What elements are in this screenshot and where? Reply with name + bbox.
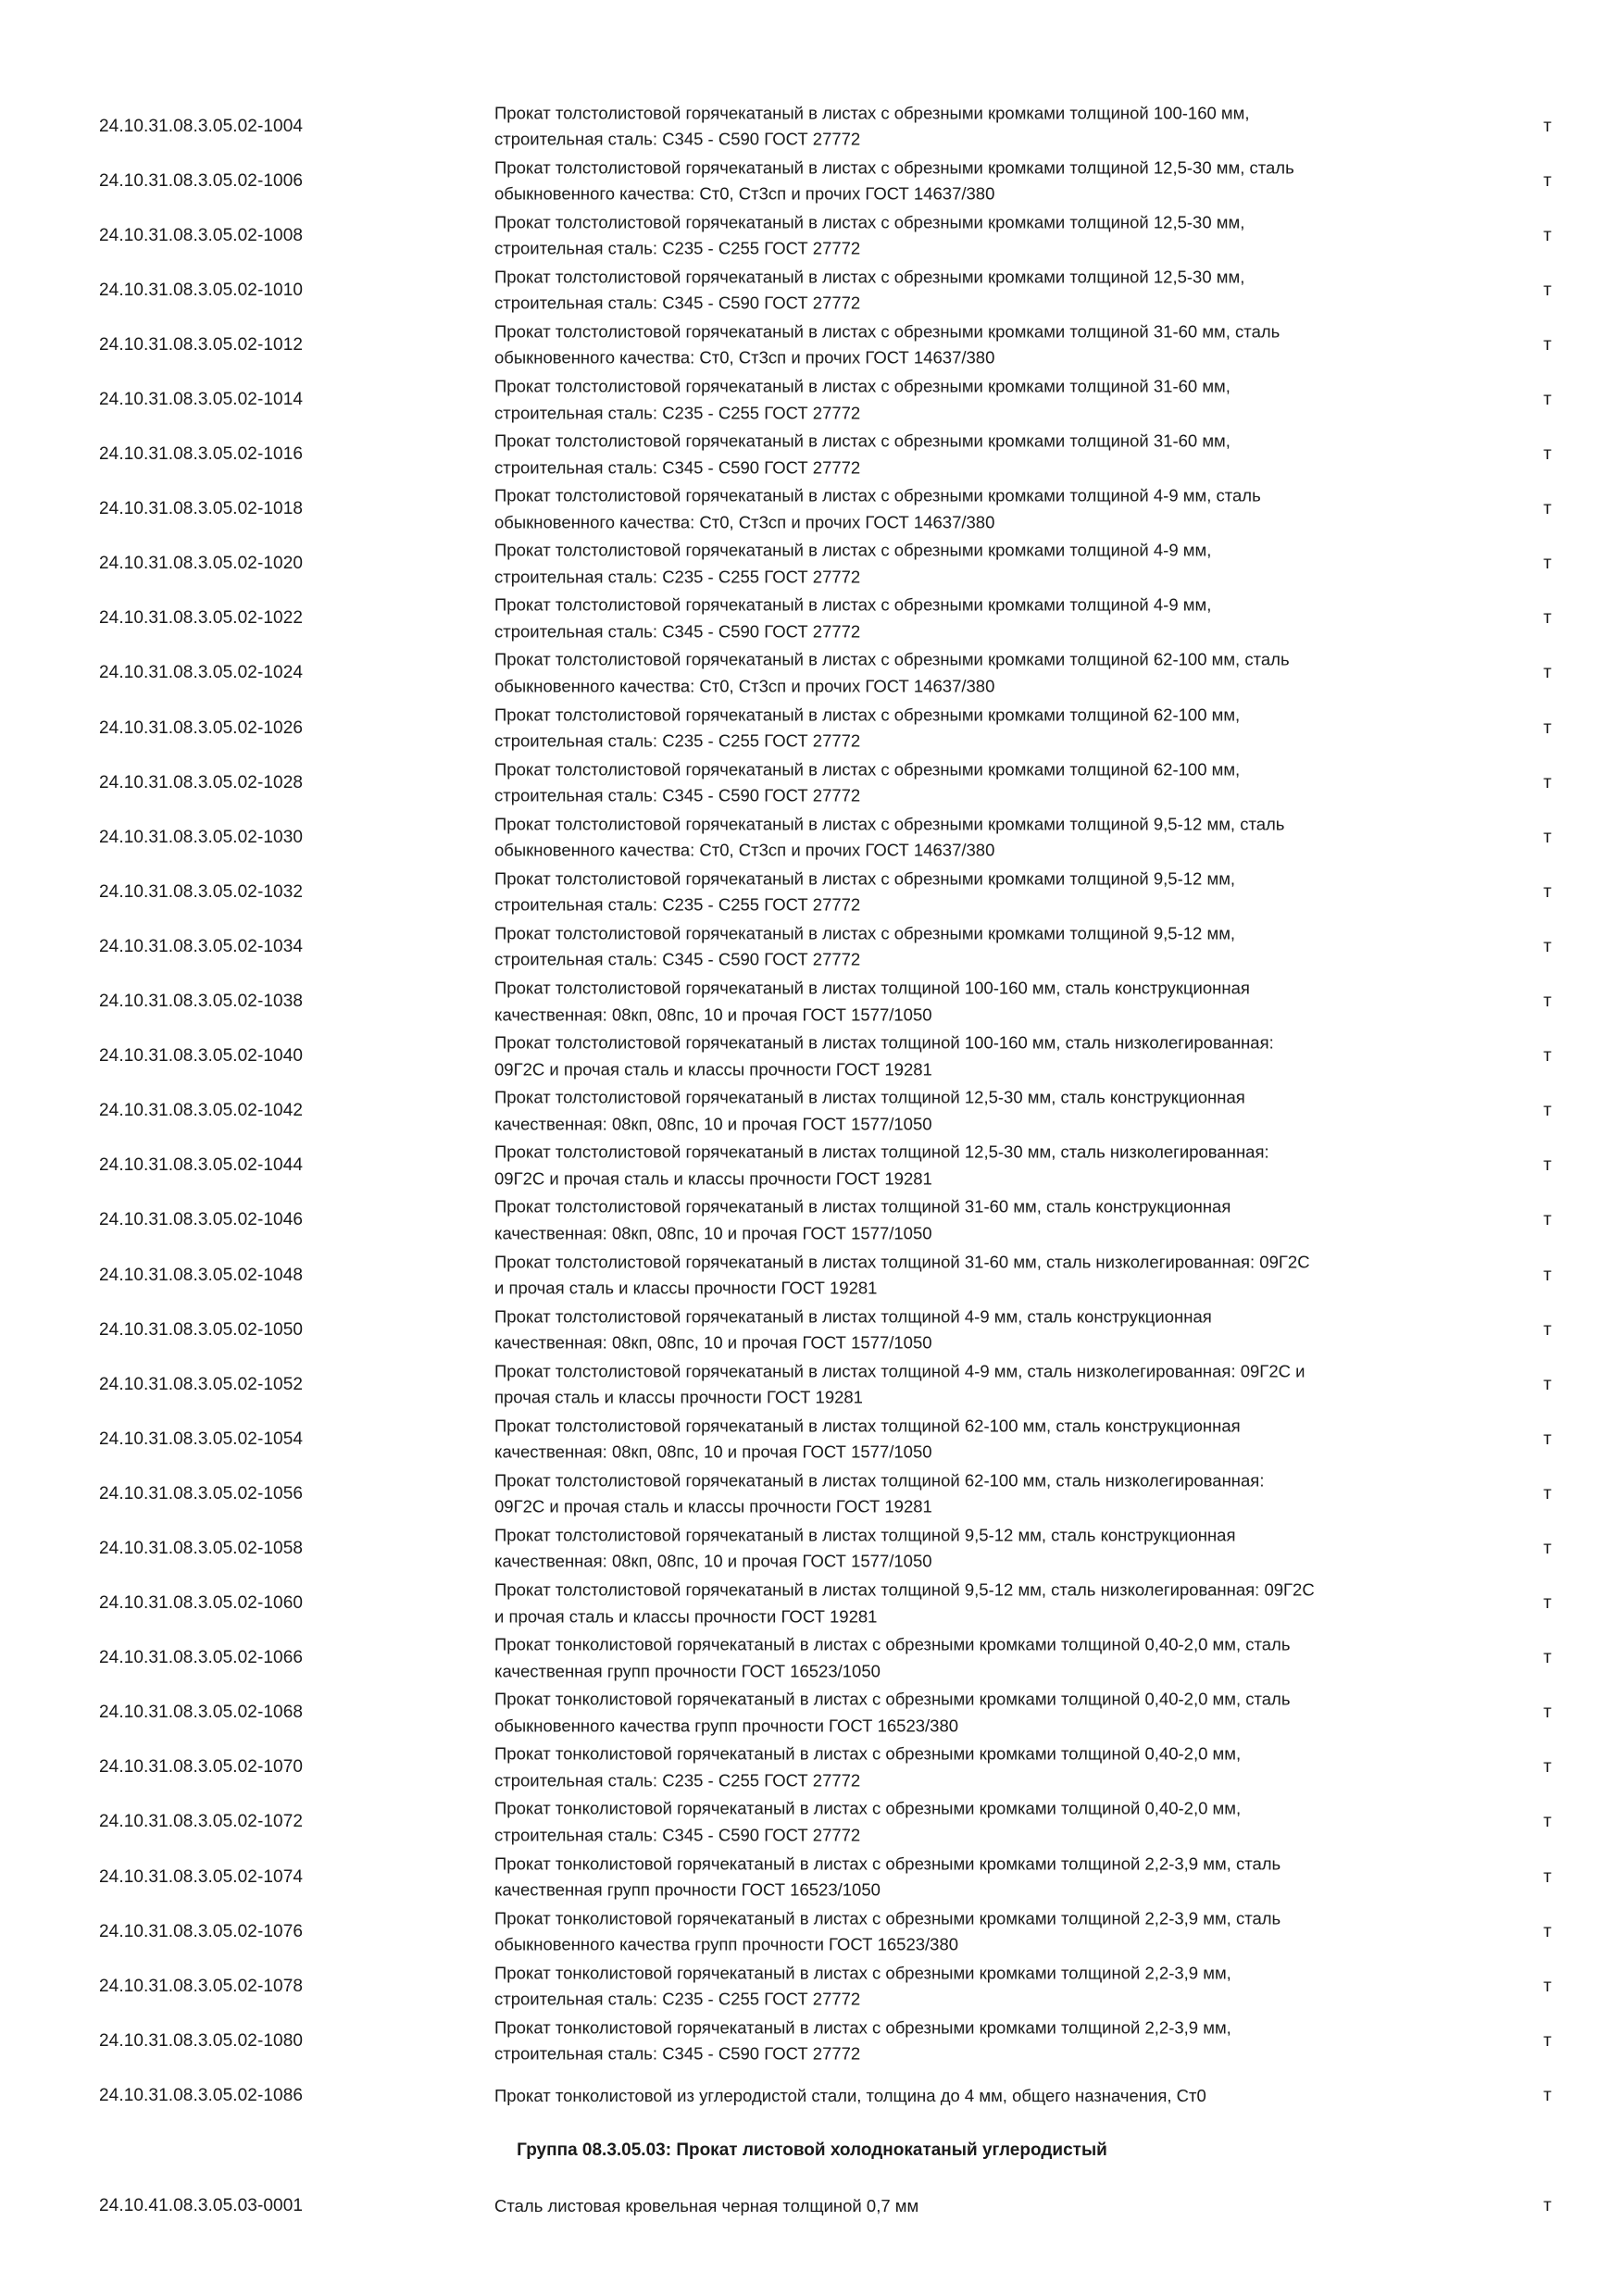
resource-name bbox=[494, 976, 1485, 1029]
resource-name-line: Прокат толстолистовой горячекатаный в листах толщиной 100-160 мм, сталь конструкционная bbox=[494, 978, 1250, 998]
resource-name bbox=[494, 209, 1485, 262]
resource-name bbox=[494, 1249, 1485, 1302]
resource-code: 24.10.31.08.3.05.02-1044 bbox=[99, 1155, 304, 1176]
table-row bbox=[0, 592, 1624, 646]
unit-of-measure: т bbox=[1543, 1866, 1552, 1887]
resource-name-line: строительная сталь: С345 - С590 ГОСТ 27772 bbox=[494, 293, 861, 313]
table-row bbox=[0, 1795, 1624, 1850]
unit-of-measure: т bbox=[1543, 280, 1552, 300]
unit-of-measure: т bbox=[1543, 718, 1552, 738]
resource-name bbox=[494, 647, 1485, 700]
resource-code: 24.10.31.08.3.05.02-1066 bbox=[99, 1648, 304, 1668]
table-row bbox=[0, 646, 1624, 701]
resource-name bbox=[494, 1851, 1485, 1903]
resource-name-line: Прокат толстолистовой горячекатаный в листах толщиной 4-9 мм, сталь низколегированная: 09Г2С и bbox=[494, 1361, 1305, 1381]
table-row bbox=[0, 1193, 1624, 1248]
unit-of-measure: т bbox=[1543, 1812, 1552, 1832]
resource-name-line: строительная сталь: С235 - С255 ГОСТ 27772 bbox=[494, 238, 861, 258]
resource-name-line: Прокат толстолистовой горячекатаный в листах с обрезными кромками толщиной 31-60 мм, bbox=[494, 430, 1230, 451]
table-row bbox=[0, 701, 1624, 755]
resource-name bbox=[494, 1358, 1485, 1411]
resource-name-line: и прочая сталь и классы прочности ГОСТ 19281 bbox=[494, 1278, 878, 1298]
unit-of-measure: т bbox=[1543, 334, 1552, 355]
resource-name-line: обыкновенного качества: Ст0, Ст3сп и прочих ГОСТ 14637/380 bbox=[494, 347, 995, 368]
resource-name-line: 09Г2С и прочая сталь и классы прочности ГОСТ 19281 bbox=[494, 1059, 932, 1079]
resource-name bbox=[494, 374, 1485, 427]
resource-name-line: качественная: 08кп, 08пс, 10 и прочая ГОСТ 1577/1050 bbox=[494, 1551, 932, 1571]
resource-code: 24.10.31.08.3.05.02-1012 bbox=[99, 334, 304, 355]
resource-code: 24.10.31.08.3.05.02-1018 bbox=[99, 499, 304, 519]
resource-name bbox=[494, 920, 1485, 973]
table-row bbox=[0, 1248, 1624, 1303]
table-row bbox=[0, 1139, 1624, 1193]
resource-code: 24.10.31.08.3.05.02-1086 bbox=[99, 2085, 304, 2105]
resource-code: 24.10.31.08.3.05.02-1080 bbox=[99, 2030, 304, 2051]
table-row bbox=[0, 975, 1624, 1029]
unit-of-measure: т bbox=[1543, 1155, 1552, 1176]
resource-name bbox=[494, 1960, 1485, 2013]
resource-name-line: строительная сталь: С345 - С590 ГОСТ 27772 bbox=[494, 2043, 861, 2064]
resource-name bbox=[494, 593, 1485, 645]
table-row bbox=[0, 1303, 1624, 1357]
resource-name bbox=[494, 1085, 1485, 1138]
resource-name-line: Прокат тонколистовой горячекатаный в листах с обрезными кромками толщиной 0,40-2,0 мм, сталь bbox=[494, 1689, 1291, 1709]
resource-code: 24.10.31.08.3.05.02-1028 bbox=[99, 772, 304, 792]
resource-name-line: и прочая сталь и классы прочности ГОСТ 19281 bbox=[494, 1606, 878, 1627]
resource-code: 24.10.31.08.3.05.02-1078 bbox=[99, 1976, 304, 1996]
resource-name bbox=[494, 1578, 1485, 1630]
table-row bbox=[0, 2014, 1624, 2068]
resource-name-line: качественная групп прочности ГОСТ 16523/1050 bbox=[494, 1661, 881, 1681]
unit-of-measure: т bbox=[1543, 1538, 1552, 1558]
resource-name-line: строительная сталь: С345 - С590 ГОСТ 27772 bbox=[494, 621, 861, 642]
resource-name bbox=[494, 483, 1485, 536]
resource-code: 24.10.31.08.3.05.02-1004 bbox=[99, 116, 304, 136]
resource-name-line: Прокат толстолистовой горячекатаный в листах с обрезными кромками толщиной 4-9 мм, bbox=[494, 594, 1212, 615]
resource-name-line: строительная сталь: С345 - С590 ГОСТ 27772 bbox=[494, 949, 861, 969]
resource-name-line: Прокат толстолистовой горячекатаный в листах толщиной 12,5-30 мм, сталь низколегированная: bbox=[494, 1142, 1269, 1162]
resource-name-line: обыкновенного качества: Ст0, Ст3сп и прочих ГОСТ 14637/380 bbox=[494, 676, 995, 696]
resource-code: 24.10.31.08.3.05.02-1076 bbox=[99, 1921, 304, 1941]
resource-code: 24.10.31.08.3.05.02-1042 bbox=[99, 1101, 304, 1121]
unit-of-measure: т bbox=[1543, 772, 1552, 792]
table-row bbox=[0, 1959, 1624, 2014]
unit-of-measure: т bbox=[1543, 1921, 1552, 1941]
resource-name-line: Прокат толстолистовой горячекатаный в листах с обрезными кромками толщиной 4-9 мм, bbox=[494, 540, 1212, 560]
resource-name-line: Прокат тонколистовой горячекатаный в листах с обрезными кромками толщиной 0,40-2,0 мм, bbox=[494, 1743, 1242, 1764]
unit-of-measure: т bbox=[1543, 390, 1552, 410]
resource-name-line: Прокат толстолистовой горячекатаный в листах с обрезными кромками толщиной 62-100 мм, сталь bbox=[494, 649, 1290, 669]
resource-code: 24.10.31.08.3.05.02-1010 bbox=[99, 280, 304, 300]
resource-code: 24.10.31.08.3.05.02-1038 bbox=[99, 992, 304, 1012]
table-row bbox=[0, 1904, 1624, 1959]
resource-name-line: строительная сталь: С345 - С590 ГОСТ 27772 bbox=[494, 785, 861, 805]
table-row bbox=[0, 372, 1624, 427]
resource-name bbox=[494, 264, 1485, 317]
resource-name-line: Прокат толстолистовой горячекатаный в листах толщиной 9,5-12 мм, сталь конструкционная bbox=[494, 1525, 1236, 1545]
unit-of-measure: т bbox=[1543, 1593, 1552, 1614]
table-row bbox=[0, 1357, 1624, 1412]
resource-name-line: строительная сталь: С235 - С255 ГОСТ 27772 bbox=[494, 1989, 861, 2009]
resource-name-line: 09Г2С и прочая сталь и классы прочности ГОСТ 19281 bbox=[494, 1496, 932, 1516]
resource-name bbox=[494, 1905, 1485, 1958]
resource-name-line: Прокат тонколистовой горячекатаный в листах с обрезными кромками толщиной 2,2-3,9 мм, bbox=[494, 1963, 1231, 1983]
resource-code: 24.10.31.08.3.05.02-1034 bbox=[99, 936, 304, 956]
resource-code: 24.10.31.08.3.05.02-1060 bbox=[99, 1593, 304, 1614]
table-row bbox=[0, 208, 1624, 263]
resource-code: 24.10.31.08.3.05.02-1030 bbox=[99, 827, 304, 847]
resource-name bbox=[494, 1467, 1485, 1520]
resource-name bbox=[494, 2193, 1485, 2220]
resource-code: 24.10.41.08.3.05.03-0001 bbox=[99, 2196, 304, 2216]
table-row bbox=[0, 428, 1624, 482]
resource-name-line: обыкновенного качества: Ст0, Ст3сп и прочих ГОСТ 14637/380 bbox=[494, 512, 995, 532]
resource-code: 24.10.31.08.3.05.02-1026 bbox=[99, 718, 304, 738]
group-heading bbox=[0, 2123, 1624, 2178]
resource-name-line: прочая сталь и классы прочности ГОСТ 19281 bbox=[494, 1387, 863, 1407]
resource-name bbox=[494, 1632, 1485, 1685]
resource-name-line: обыкновенного качества: Ст0, Ст3сп и прочих ГОСТ 14637/380 bbox=[494, 840, 995, 860]
table-row bbox=[0, 919, 1624, 974]
resource-name-line: Прокат тонколистовой из углеродистой стали, толщина до 4 мм, общего назначения, Ст0 bbox=[494, 2085, 1206, 2105]
resource-code: 24.10.31.08.3.05.02-1056 bbox=[99, 1483, 304, 1504]
unit-of-measure: т bbox=[1543, 1483, 1552, 1504]
resource-name-line: Сталь листовая кровельная черная толщиной 0,7 мм bbox=[494, 2195, 919, 2215]
table-row bbox=[0, 1631, 1624, 1686]
table-row bbox=[0, 482, 1624, 537]
resource-name-line: строительная сталь: С345 - С590 ГОСТ 27772 bbox=[494, 129, 861, 149]
resource-name-line: качественная: 08кп, 08пс, 10 и прочая ГОСТ 1577/1050 bbox=[494, 1004, 932, 1025]
resource-name bbox=[494, 1413, 1485, 1466]
resource-code: 24.10.31.08.3.05.02-1006 bbox=[99, 170, 304, 191]
resource-name bbox=[494, 155, 1485, 207]
resource-name-line: Прокат толстолистовой горячекатаный в листах с обрезными кромками толщиной 31-60 мм, bbox=[494, 376, 1230, 396]
resource-name-line: Прокат толстолистовой горячекатаный в листах с обрезными кромками толщиной 12,5-30 мм, bbox=[494, 212, 1245, 232]
table-row bbox=[0, 2068, 1624, 2123]
table-row bbox=[0, 755, 1624, 810]
resource-name bbox=[494, 1796, 1485, 1849]
unit-of-measure: т bbox=[1543, 936, 1552, 956]
resource-code: 24.10.31.08.3.05.02-1040 bbox=[99, 1046, 304, 1067]
resource-name-line: Прокат толстолистовой горячекатаный в листах с обрезными кромками толщиной 4-9 мм, сталь bbox=[494, 485, 1261, 505]
unit-of-measure: т bbox=[1543, 444, 1552, 465]
resource-name-line: строительная сталь: С345 - С590 ГОСТ 27772 bbox=[494, 1825, 861, 1845]
unit-of-measure: т bbox=[1543, 1046, 1552, 1067]
resource-code: 24.10.31.08.3.05.02-1074 bbox=[99, 1866, 304, 1887]
resource-code: 24.10.31.08.3.05.02-1054 bbox=[99, 1429, 304, 1449]
table-row bbox=[0, 1084, 1624, 1139]
resource-name-line: Прокат толстолистовой горячекатаный в листах толщиной 31-60 мм, сталь конструкционная bbox=[494, 1196, 1231, 1217]
resource-name-line: качественная групп прочности ГОСТ 16523/1050 bbox=[494, 1879, 881, 1900]
unit-of-measure: т bbox=[1543, 1101, 1552, 1121]
table-row bbox=[0, 1029, 1624, 1084]
unit-of-measure: т bbox=[1543, 1319, 1552, 1340]
resource-code: 24.10.31.08.3.05.02-1070 bbox=[99, 1757, 304, 1778]
resource-code: 24.10.31.08.3.05.02-1024 bbox=[99, 663, 304, 683]
resource-code: 24.10.31.08.3.05.02-1032 bbox=[99, 881, 304, 902]
table-row bbox=[0, 1521, 1624, 1576]
resource-name-line: строительная сталь: С345 - С590 ГОСТ 27772 bbox=[494, 457, 861, 478]
resource-name bbox=[494, 756, 1485, 809]
resource-name-line: Прокат толстолистовой горячекатаный в листах толщиной 4-9 мм, сталь конструкционная bbox=[494, 1306, 1212, 1327]
resource-name bbox=[494, 2015, 1485, 2067]
resource-name-line: Прокат тонколистовой горячекатаный в листах с обрезными кромками толщиной 0,40-2,0 мм, сталь bbox=[494, 1634, 1291, 1654]
resource-code: 24.10.31.08.3.05.02-1022 bbox=[99, 608, 304, 629]
resource-name-line: Прокат толстолистовой горячекатаный в листах с обрезными кромками толщиной 9,5-12 мм, bbox=[494, 868, 1236, 889]
resource-name bbox=[494, 1194, 1485, 1247]
unit-of-measure: т bbox=[1543, 1429, 1552, 1449]
unit-of-measure: т bbox=[1543, 1757, 1552, 1778]
table-row bbox=[0, 318, 1624, 372]
resource-name bbox=[494, 702, 1485, 755]
resource-name-line: Прокат толстолистовой горячекатаный в листах с обрезными кромками толщиной 9,5-12 мм, сталь bbox=[494, 814, 1285, 834]
table-row bbox=[0, 99, 1624, 154]
unit-of-measure: т bbox=[1543, 116, 1552, 136]
resource-code: 24.10.31.08.3.05.02-1016 bbox=[99, 444, 304, 465]
resource-code: 24.10.31.08.3.05.02-1068 bbox=[99, 1703, 304, 1723]
unit-of-measure: т bbox=[1543, 1374, 1552, 1394]
table-row bbox=[0, 1850, 1624, 1904]
resource-name-line: строительная сталь: С235 - С255 ГОСТ 27772 bbox=[494, 730, 861, 751]
resource-code: 24.10.31.08.3.05.02-1072 bbox=[99, 1812, 304, 1832]
resource-name-line: Прокат тонколистовой горячекатаный в листах с обрезными кромками толщиной 2,2-3,9 мм, bbox=[494, 2017, 1231, 2038]
resource-name bbox=[494, 429, 1485, 481]
table-row bbox=[0, 1577, 1624, 1631]
resource-name-line: обыкновенного качества: Ст0, Ст3сп и прочих ГОСТ 14637/380 bbox=[494, 183, 995, 204]
resource-name bbox=[494, 1140, 1485, 1192]
table-row bbox=[0, 154, 1624, 208]
group-title: Группа 08.3.05.03: Прокат листовой холоднокатаный углеродистый bbox=[517, 2140, 1107, 2161]
resource-name-line: Прокат толстолистовой горячекатаный в листах толщиной 9,5-12 мм, сталь низколегированная: 09Г2С bbox=[494, 1579, 1315, 1600]
table-row bbox=[0, 537, 1624, 592]
resource-name-line: качественная: 08кп, 08пс, 10 и прочая ГОСТ 1577/1050 bbox=[494, 1223, 932, 1243]
resource-name-line: Прокат тонколистовой горячекатаный в листах с обрезными кромками толщиной 2,2-3,9 мм, сталь bbox=[494, 1908, 1281, 1928]
unit-of-measure: т bbox=[1543, 2030, 1552, 2051]
table-row bbox=[0, 810, 1624, 865]
resource-name-line: Прокат толстолистовой горячекатаный в листах толщиной 100-160 мм, сталь низколегированная: bbox=[494, 1032, 1274, 1053]
resource-name-line: обыкновенного качества групп прочности ГОСТ 16523/380 bbox=[494, 1934, 959, 1954]
resource-name-line: Прокат толстолистовой горячекатаный в листах с обрезными кромками толщиной 12,5-30 мм, сталь bbox=[494, 157, 1294, 178]
table-row bbox=[0, 2178, 1624, 2233]
unit-of-measure: т bbox=[1543, 554, 1552, 574]
unit-of-measure: т bbox=[1543, 2085, 1552, 2105]
resource-name-line: Прокат толстолистовой горячекатаный в листах с обрезными кромками толщиной 100-160 мм, bbox=[494, 103, 1250, 123]
resource-name-line: обыкновенного качества групп прочности ГОСТ 16523/380 bbox=[494, 1716, 959, 1736]
resource-name-line: Прокат толстолистовой горячекатаный в листах толщиной 12,5-30 мм, сталь конструкционная bbox=[494, 1087, 1245, 1107]
table-row bbox=[0, 263, 1624, 318]
resource-name-line: качественная: 08кп, 08пс, 10 и прочая ГОСТ 1577/1050 bbox=[494, 1441, 932, 1462]
resource-name-line: Прокат толстолистовой горячекатаный в листах с обрезными кромками толщиной 62-100 мм, bbox=[494, 705, 1241, 725]
resource-name-line: качественная: 08кп, 08пс, 10 и прочая ГОСТ 1577/1050 bbox=[494, 1114, 932, 1134]
unit-of-measure: т bbox=[1543, 992, 1552, 1012]
table-row bbox=[0, 1412, 1624, 1466]
resource-name bbox=[494, 2083, 1485, 2110]
resource-name bbox=[494, 538, 1485, 591]
unit-of-measure: т bbox=[1543, 1648, 1552, 1668]
unit-of-measure: т bbox=[1543, 1976, 1552, 1996]
table-row bbox=[0, 1466, 1624, 1521]
resource-name bbox=[494, 866, 1485, 918]
table-row bbox=[0, 865, 1624, 919]
resource-name bbox=[494, 1030, 1485, 1083]
resource-name bbox=[494, 318, 1485, 371]
resource-name-line: строительная сталь: С235 - С255 ГОСТ 27772 bbox=[494, 403, 861, 423]
unit-of-measure: т bbox=[1543, 827, 1552, 847]
resource-name-line: Прокат тонколистовой горячекатаный в листах с обрезными кромками толщиной 0,40-2,0 мм, bbox=[494, 1798, 1242, 1818]
resource-name-line: Прокат тонколистовой горячекатаный в листах с обрезными кромками толщиной 2,2-3,9 мм, сталь bbox=[494, 1853, 1281, 1874]
resource-name-line: Прокат толстолистовой горячекатаный в листах с обрезными кромками толщиной 9,5-12 мм, bbox=[494, 923, 1236, 943]
unit-of-measure: т bbox=[1543, 2196, 1552, 2216]
resource-code: 24.10.31.08.3.05.02-1050 bbox=[99, 1319, 304, 1340]
resource-name-line: 09Г2С и прочая сталь и классы прочности ГОСТ 19281 bbox=[494, 1168, 932, 1189]
resource-name bbox=[494, 1304, 1485, 1356]
resource-code: 24.10.31.08.3.05.02-1046 bbox=[99, 1210, 304, 1230]
resource-name-line: Прокат толстолистовой горячекатаный в листах с обрезными кромками толщиной 62-100 мм, bbox=[494, 759, 1241, 780]
resource-name-line: Прокат толстолистовой горячекатаный в листах толщиной 31-60 мм, сталь низколегированная: 09Г2С bbox=[494, 1252, 1310, 1272]
price-table bbox=[0, 99, 1624, 2234]
resource-name-line: Прокат толстолистовой горячекатаный в листах толщиной 62-100 мм, сталь конструкционная bbox=[494, 1416, 1241, 1436]
resource-name-line: качественная: 08кп, 08пс, 10 и прочая ГОСТ 1577/1050 bbox=[494, 1332, 932, 1353]
resource-code: 24.10.31.08.3.05.02-1020 bbox=[99, 554, 304, 574]
resource-name-line: Прокат толстолистовой горячекатаный в листах толщиной 62-100 мм, сталь низколегированная: bbox=[494, 1470, 1265, 1491]
resource-name bbox=[494, 811, 1485, 864]
resource-name-line: строительная сталь: С235 - С255 ГОСТ 27772 bbox=[494, 1770, 861, 1791]
resource-name bbox=[494, 1522, 1485, 1575]
resource-code: 24.10.31.08.3.05.02-1014 bbox=[99, 390, 304, 410]
unit-of-measure: т bbox=[1543, 225, 1552, 245]
resource-code: 24.10.31.08.3.05.02-1052 bbox=[99, 1374, 304, 1394]
table-row bbox=[0, 1741, 1624, 1795]
unit-of-measure: т bbox=[1543, 1210, 1552, 1230]
table-row bbox=[0, 1686, 1624, 1741]
resource-name bbox=[494, 100, 1485, 153]
resource-name-line: строительная сталь: С235 - С255 ГОСТ 27772 bbox=[494, 894, 861, 915]
unit-of-measure: т bbox=[1543, 1265, 1552, 1285]
resource-code: 24.10.31.08.3.05.02-1058 bbox=[99, 1538, 304, 1558]
unit-of-measure: т bbox=[1543, 608, 1552, 629]
unit-of-measure: т bbox=[1543, 1703, 1552, 1723]
resource-code: 24.10.31.08.3.05.02-1048 bbox=[99, 1265, 304, 1285]
unit-of-measure: т bbox=[1543, 663, 1552, 683]
resource-name-line: строительная сталь: С235 - С255 ГОСТ 27772 bbox=[494, 567, 861, 587]
resource-code: 24.10.31.08.3.05.02-1008 bbox=[99, 225, 304, 245]
unit-of-measure: т bbox=[1543, 170, 1552, 191]
unit-of-measure: т bbox=[1543, 499, 1552, 519]
resource-name bbox=[494, 1741, 1485, 1794]
resource-name-line: Прокат толстолистовой горячекатаный в листах с обрезными кромками толщиной 12,5-30 мм, bbox=[494, 267, 1245, 287]
unit-of-measure: т bbox=[1543, 881, 1552, 902]
resource-name-line: Прокат толстолистовой горячекатаный в листах с обрезными кромками толщиной 31-60 мм, сталь bbox=[494, 321, 1280, 342]
resource-name bbox=[494, 1687, 1485, 1740]
